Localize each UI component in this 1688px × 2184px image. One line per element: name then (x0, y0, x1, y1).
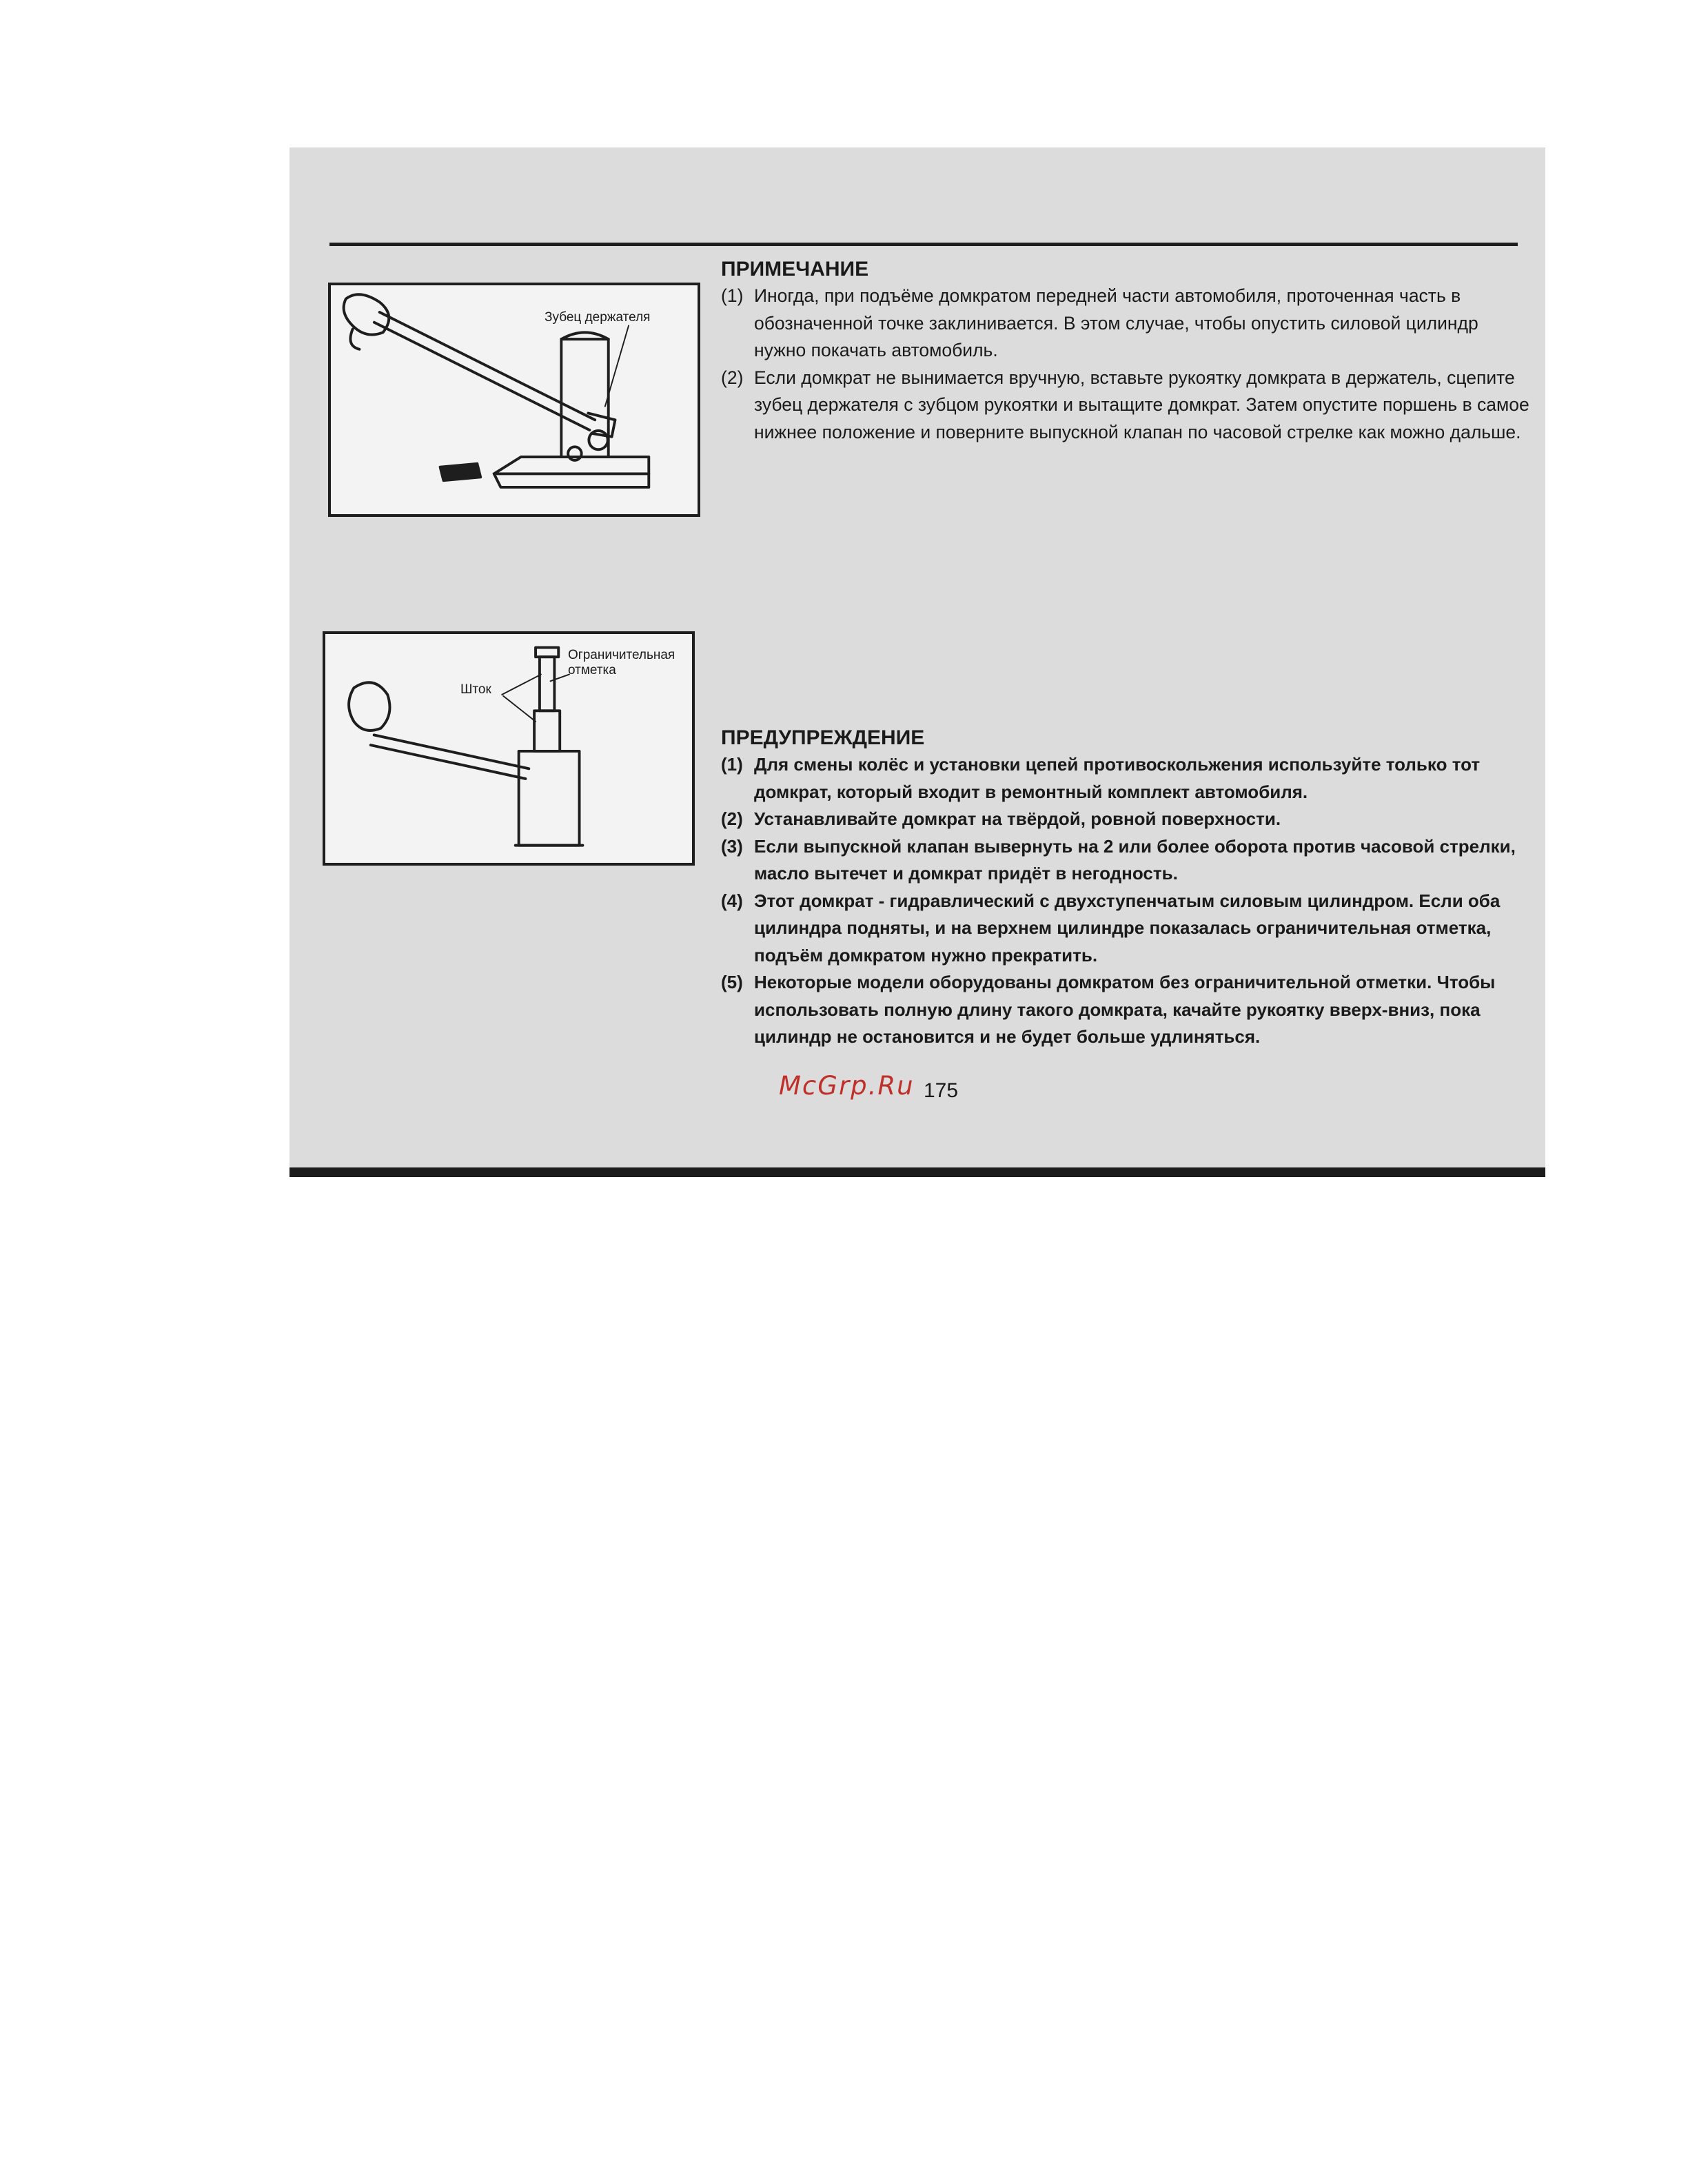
label-limit-mark: Ограничительная отметка (568, 648, 675, 677)
site-watermark: McGrp.Ru (779, 1071, 915, 1101)
note-heading: ПРИМЕЧАНИЕ (721, 258, 869, 280)
note-item-number: (1) (721, 285, 744, 306)
warning-item-number: (1) (721, 754, 743, 775)
warning-item-text: Для смены колёс и установки цепей противоскольжения используйте только тот домкрат, который входит в ремонтный комплект автомобиля. (754, 754, 1481, 802)
scan-bottom-edge (289, 1167, 1545, 1177)
warning-item-number: (3) (721, 835, 743, 857)
note-item-text: Иногда, при подъёме домкратом передней части автомобиля, проточенная часть в обозначенной точке заклинивается. В этом случае, чтобы опустить силовой цилиндр нужно покачать автомобиль. (754, 285, 1478, 360)
warning-section (721, 725, 1531, 1051)
warning-item (721, 751, 1531, 806)
warning-item (721, 888, 1531, 970)
warning-item (721, 833, 1531, 888)
header-rule (329, 243, 1518, 246)
warning-item-number: (4) (721, 890, 743, 911)
note-item-number: (2) (721, 367, 744, 388)
figure-jack-holder (328, 283, 700, 517)
warning-item-number: (2) (721, 808, 743, 829)
label-holder-tooth: Зубец держателя (545, 310, 651, 325)
warning-item-text: Устанавливайте домкрат на твёрдой, ровной поверхности. (754, 808, 1281, 829)
note-item (721, 365, 1531, 447)
warning-item (721, 806, 1531, 833)
note-item-text: Если домкрат не вынимается вручную, вставьте рукоятку домкрата в держатель, сцепите зубец держателя с зубцом рукоятки и вытащите домкрат. Затем опустите поршень в самое нижнее положение и поверните выпускной клапан по часовой стрелке как можно дальше. (754, 367, 1529, 442)
note-item (721, 283, 1531, 365)
warning-item-text: Некоторые модели оборудованы домкратом без ограничительной отметки. Чтобы использовать полную длину такого домкрата, качайте рукоятку вверх-вниз, пока цилиндр не остановится и не будет больше удлиняться. (754, 972, 1496, 1047)
warning-item-number: (5) (721, 972, 743, 992)
scanned-page (289, 147, 1545, 1177)
warning-item-text: Этот домкрат - гидравлический с двухступенчатым силовым цилиндром. Если оба цилиндра подняты, и на верхнем цилиндре показалась ограничительная отметка, подъём домкратом нужно прекратить. (754, 890, 1501, 966)
label-rod: Шток (460, 682, 491, 697)
warning-heading: ПРЕДУПРЕЖДЕНИЕ (721, 726, 925, 749)
warning-item-text: Если выпускной клапан вывернуть на 2 или более оборота против часовой стрелки, масло вытечет и домкрат придёт в негодность. (754, 835, 1516, 884)
figure-jack-limit-mark (323, 631, 695, 866)
warning-item (721, 969, 1531, 1051)
page-number: 175 (924, 1079, 959, 1102)
note-section (721, 256, 1531, 446)
